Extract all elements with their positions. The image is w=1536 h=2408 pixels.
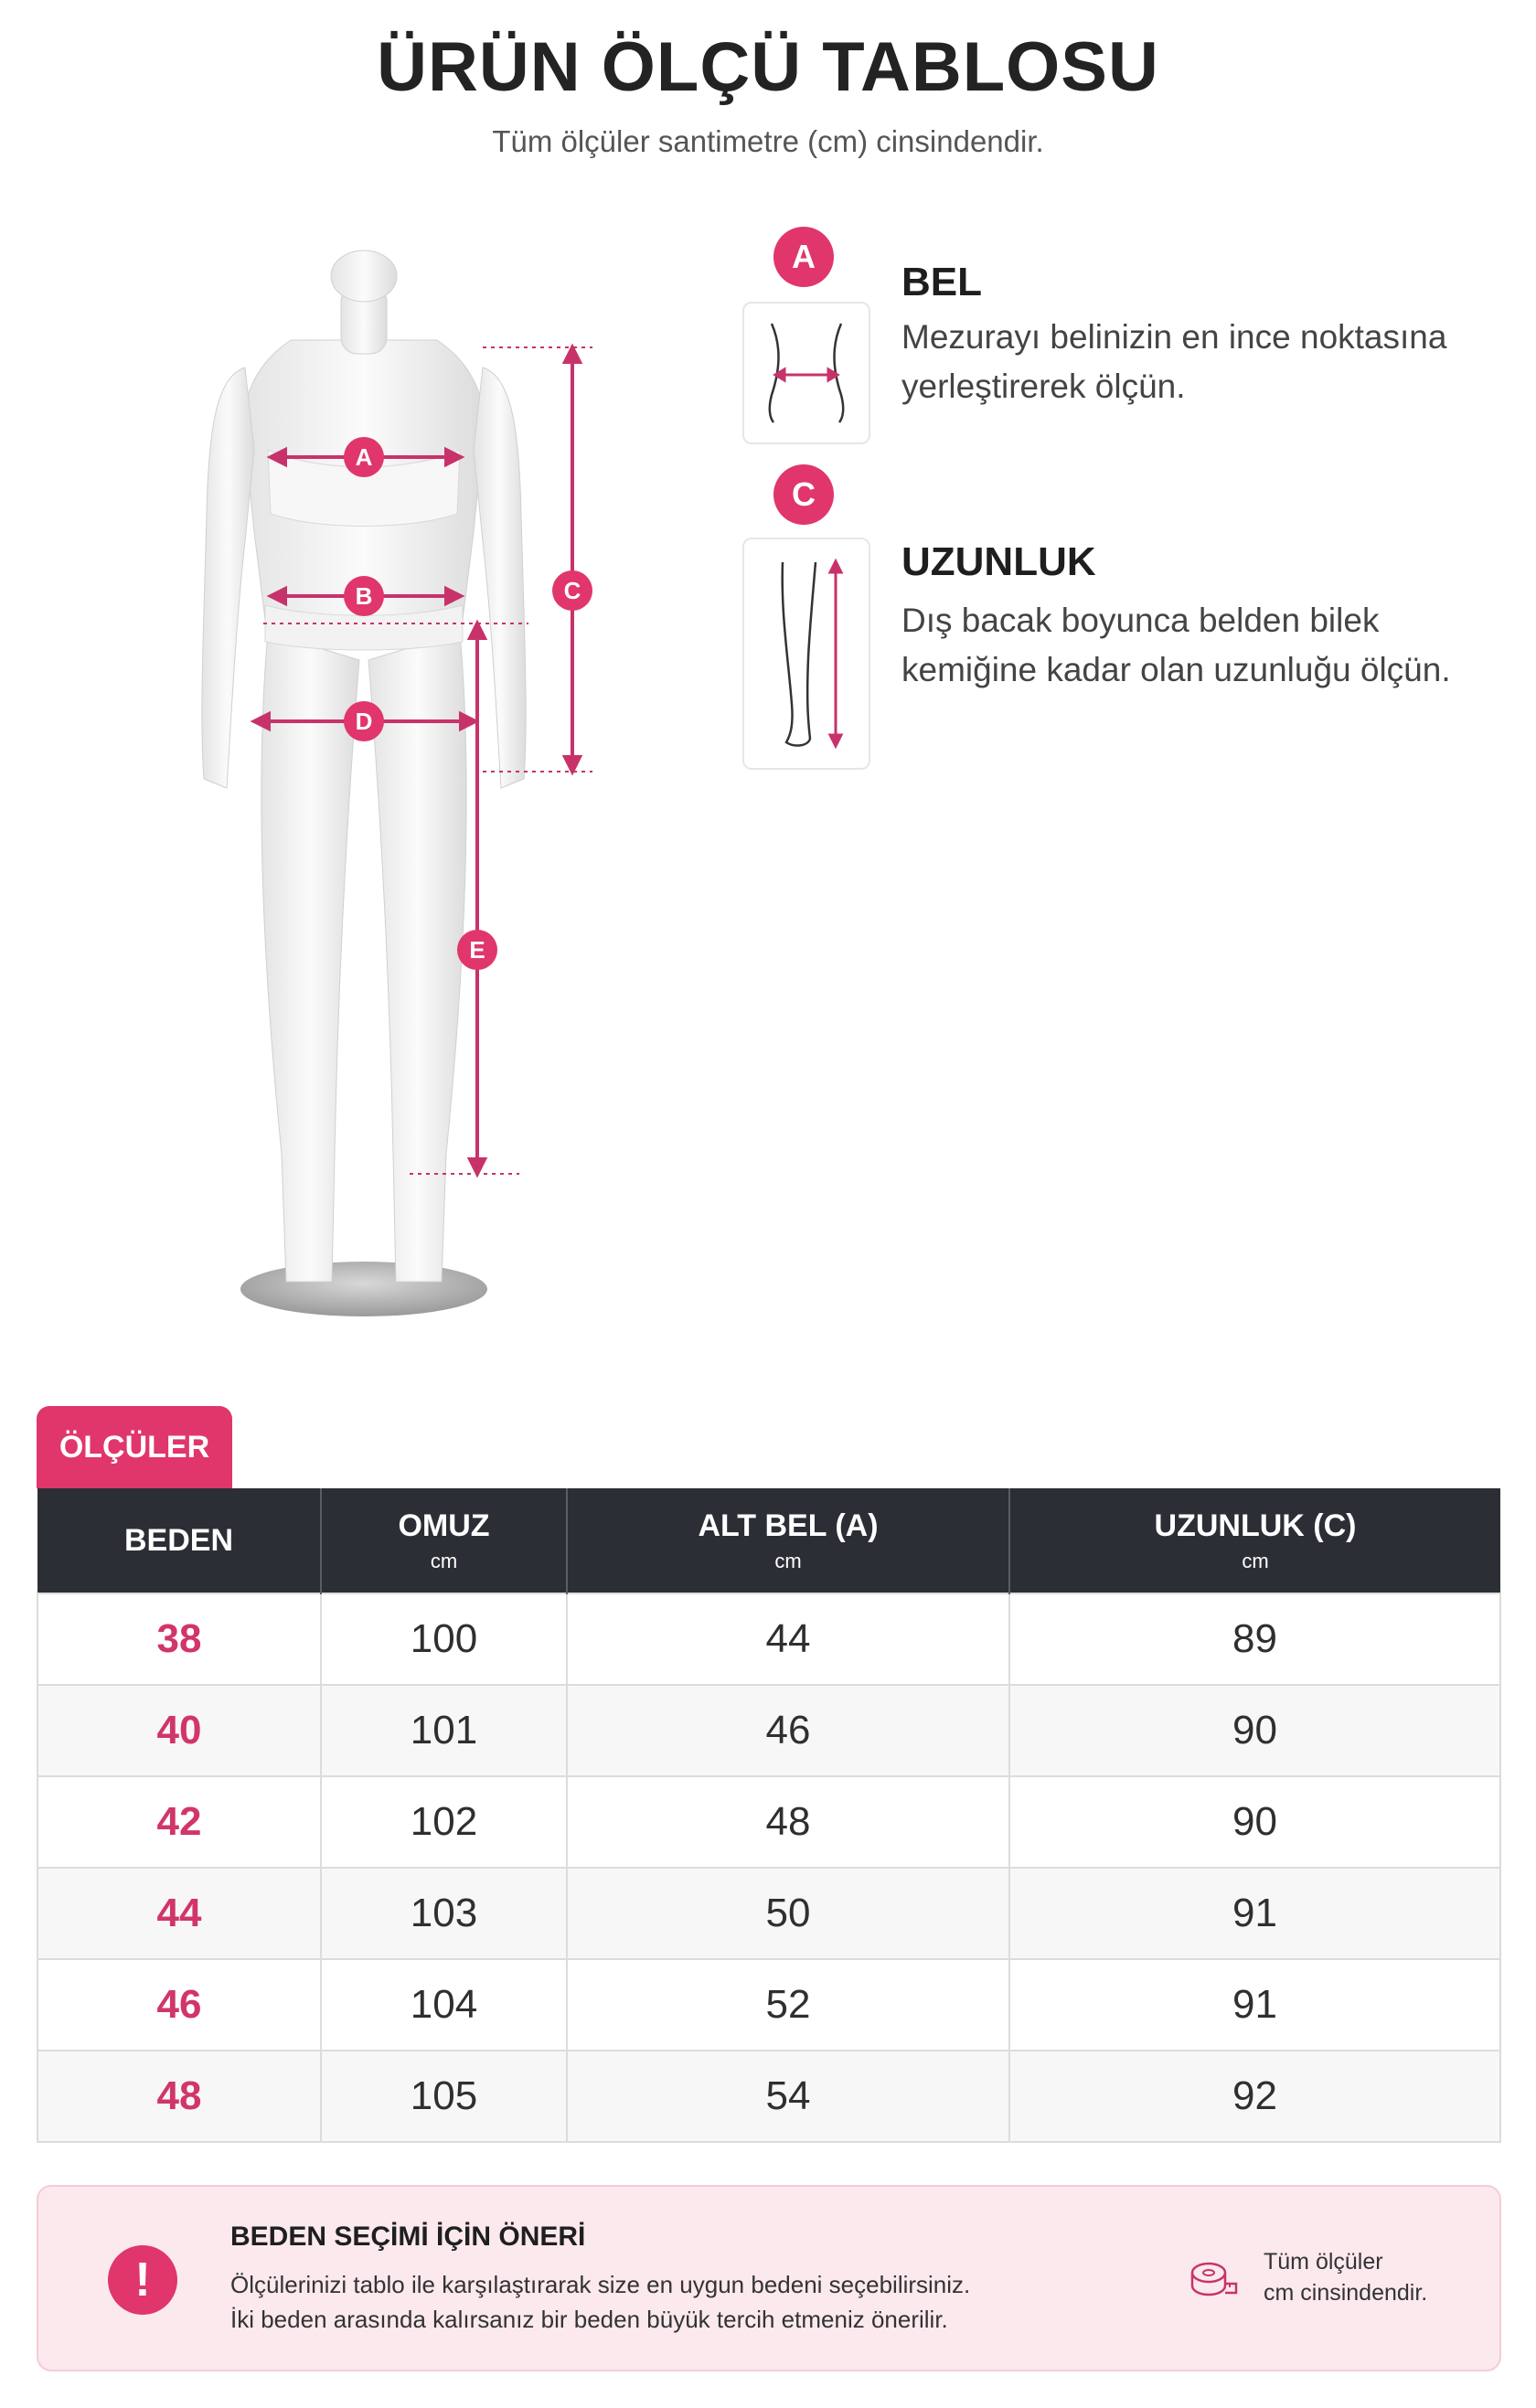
recommendation-title: BEDEN SEÇİMİ İÇİN ÖNERİ (230, 2222, 586, 2252)
recommendation-line-1: Ölçülerinizi tablo ile karşılaştırarak size en uygun bedeni seçebilirsiniz. (230, 2271, 971, 2298)
header-uzunluk: UZUNLUK (C) cm (1009, 1488, 1500, 1593)
size-cell: 38 (37, 1593, 321, 1685)
leg-length-icon (742, 538, 870, 770)
size-recommendation-box (37, 2185, 1501, 2371)
uzunluk-cell: 92 (1009, 2051, 1500, 2142)
uzunluk-cell: 90 (1009, 1776, 1500, 1868)
size-cell: 48 (37, 2051, 321, 2142)
header-alt-bel: ALT BEL (A) cm (567, 1488, 1009, 1593)
mannequin-illustration (108, 240, 620, 1332)
alt-bel-cell: 46 (567, 1685, 1009, 1776)
label-c: C (563, 577, 581, 604)
header-omuz: OMUZ cm (321, 1488, 567, 1593)
measurements-tab: ÖLÇÜLER (37, 1406, 232, 1488)
label-b: B (355, 582, 373, 610)
omuz-cell: 105 (321, 2051, 567, 2142)
badge-c: C (773, 464, 834, 525)
label-d: D (355, 708, 373, 735)
label-a: A (355, 443, 373, 471)
omuz-cell: 100 (321, 1593, 567, 1685)
size-cell: 40 (37, 1685, 321, 1776)
alt-bel-cell: 52 (567, 1959, 1009, 2051)
omuz-cell: 103 (321, 1868, 567, 1959)
uzunluk-cell: 89 (1009, 1593, 1500, 1685)
page-subtitle: Tüm ölçüler santimetre (cm) cinsindendir. (492, 124, 1044, 158)
omuz-cell: 102 (321, 1776, 567, 1868)
table-row (37, 2051, 1500, 2142)
header-beden: BEDEN (37, 1488, 321, 1593)
size-cell: 46 (37, 1959, 321, 2051)
table-row (37, 1868, 1500, 1959)
omuz-cell: 101 (321, 1685, 567, 1776)
size-cell: 42 (37, 1776, 321, 1868)
page-title: ÜRÜN ÖLÇÜ TABLOSU (377, 28, 1159, 106)
uzunluk-cell: 91 (1009, 1868, 1500, 1959)
omuz-cell: 104 (321, 1959, 567, 2051)
recommendation-line-2: İki beden arasında kalırsanız bir beden büyük tercih etmeniz önerilir. (230, 2306, 948, 2333)
size-table (37, 1488, 1501, 2143)
uzunluk-cell: 90 (1009, 1685, 1500, 1776)
table-row (37, 1959, 1500, 2051)
uzunluk-cell: 91 (1009, 1959, 1500, 2051)
table-header-row (37, 1488, 1500, 1593)
alt-bel-cell: 54 (567, 2051, 1009, 2142)
measure-desc-uzunluk: Dış bacak boyunca belden bilek kemiğine kadar olan uzunluğu ölçün. (901, 602, 1451, 688)
label-e: E (469, 936, 485, 964)
size-cell: 44 (37, 1868, 321, 1959)
measuring-tape-icon (1187, 2253, 1238, 2304)
table-row (37, 1593, 1500, 1685)
table-row (37, 1776, 1500, 1868)
alt-bel-cell: 44 (567, 1593, 1009, 1685)
measure-title-bel: BEL (901, 260, 982, 304)
exclamation-icon: ! (108, 2245, 177, 2315)
waist-icon (742, 302, 870, 444)
measure-title-uzunluk: UZUNLUK (901, 539, 1096, 584)
table-row (37, 1685, 1500, 1776)
badge-a: A (773, 227, 834, 287)
alt-bel-cell: 48 (567, 1776, 1009, 1868)
mannequin-figure (108, 240, 620, 1332)
note-line-2: cm cinsindendir. (1264, 2280, 1428, 2306)
alt-bel-cell: 50 (567, 1868, 1009, 1959)
measure-desc-bel: Mezurayı belinizin en ince noktasına yerleştirerek ölçün. (901, 318, 1447, 405)
note-line-1: Tüm ölçüler (1264, 2249, 1383, 2275)
